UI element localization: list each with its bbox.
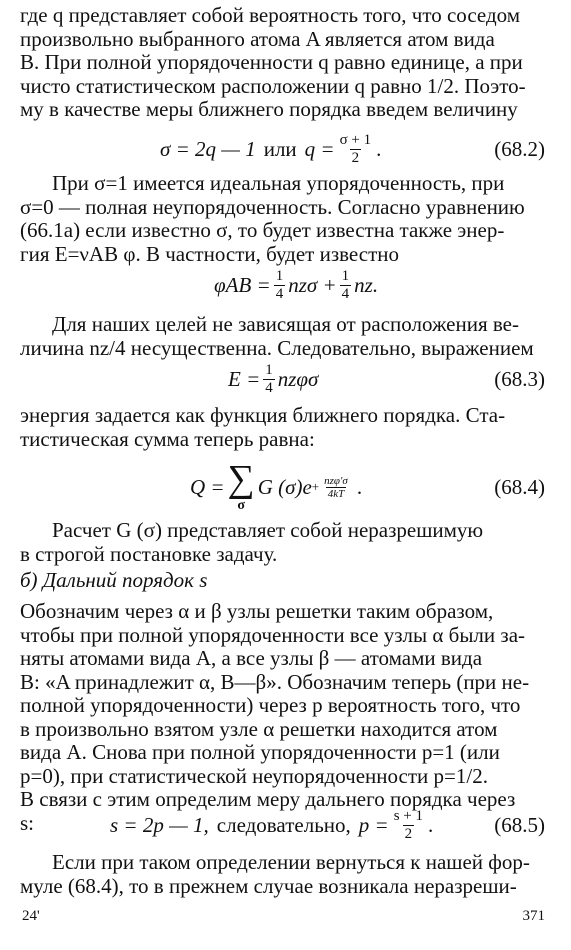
text-line: Для наших целей не зависящая от расположения ве- [52,312,519,336]
fraction-numerator: 1 [265,361,273,378]
text-line: где q представляет собой вероятность того, что соседом [20,3,521,27]
text-line: гия E=νAB φ. В частности, будет известно [20,241,400,266]
eq-lhs: φAB = [214,272,271,297]
fraction [338,132,374,167]
eq-dot: . [356,474,363,499]
fraction-numerator: 1 [275,267,284,284]
text-line: в строгой постановке задачу. [20,541,278,566]
fraction-denominator: 4 [265,379,273,396]
eq-p-equals: p = [358,812,389,837]
text-line: B: «A принадлежит α, B—β». Обозначим теперь (при не- [20,669,530,694]
text-line: вида A. Снова при полной упорядоченности p=1 (или [20,740,500,764]
eq-body: G (σ)e [257,474,312,499]
eq-hence: следовательно, [216,812,351,837]
fraction [392,808,425,843]
equation-number: (68.3) [494,366,545,391]
eq-or: или [263,136,297,161]
fraction-denominator: 4 [341,285,350,302]
exponent-plus: + [311,479,320,494]
equation-number: (68.4) [494,474,545,499]
text-line: тистическая сумма теперь равна: [20,426,315,451]
summation [228,460,255,514]
eq-rhs: nzφσ [277,366,319,391]
text-line: Расчет G (σ) представляет собой неразрешимую [52,518,484,542]
text-line: Если при таком определении вернуться к нашей фор- [52,850,530,874]
fraction-numerator: σ + 1 [339,131,372,148]
eq-lhs: s = 2p — 1, [110,812,209,837]
eq-dot: . [376,136,382,161]
sigma-symbol: ∑ [227,458,255,500]
paragraph-5 [20,519,546,566]
text-line: муле (68.4), то в прежнем случае возникала неразреши- [20,873,517,898]
text-line: му в качестве меры ближнего порядка введем величину [20,97,518,121]
text-line: полной упорядоченности) через p вероятность того, что [20,693,521,717]
paragraph-4 [20,404,546,451]
text-line: σ=0 — полная неупорядоченность. Согласно уравнению [20,194,525,219]
text-line: чисто статистическом расположении q равно 1/2. Поэто- [20,73,526,98]
summation-index: σ [237,498,245,513]
paragraph-7 [20,851,546,898]
section-heading: б) Дальний порядок s [20,568,208,592]
page-number: 371 [522,908,545,924]
eq-term: nz. [354,272,379,297]
paragraph-2 [20,172,546,266]
equation-68-5 [0,800,571,850]
equation-68-2 [0,124,571,174]
text-line: В связи с этим определим меру дальнего порядка через [20,787,516,811]
text-line: s: [20,810,35,835]
text-line: в произвольно взятом узле α решетки находится атом [20,716,498,741]
equation-68-4 [0,452,571,522]
text-line: (66.1a) если известно σ, то будет известна также энер- [20,218,505,242]
equation-number: (68.5) [494,812,545,837]
paragraph-3 [20,313,546,360]
eq-lhs: E = [228,366,261,391]
eq-q-equals: q = [304,136,335,161]
text-line: При σ=1 имеется идеальная упорядоченность, при [52,171,505,195]
fraction-numerator: s + 1 [393,807,423,824]
eq-dot: . [427,812,434,837]
fraction-numerator: 1 [341,267,350,284]
fraction [340,268,352,303]
fraction [322,475,350,500]
signature-mark: 24' [22,908,40,924]
fraction-denominator: 4 [275,285,284,302]
fraction-denominator: 2 [351,149,360,166]
fraction [263,362,275,397]
fraction [274,268,286,303]
eq-lhs: Q = [190,474,225,499]
equation-phi [0,260,571,310]
equation-68-3 [0,354,571,404]
text-line: p=0), при статистической неупорядоченности p=1/2. [20,763,488,788]
text-line: энергия задается как функция ближнего порядка. Ста- [20,403,506,427]
eq-lhs: σ = 2q — 1 [160,136,256,161]
text-line: B. При полной упорядоченности q равно единице, а при [20,50,523,74]
fraction-numerator: nzφ′σ [324,474,348,487]
equation-number: (68.2) [494,136,545,161]
exponent [312,475,353,500]
paragraph-1 [20,4,546,122]
text-line: чтобы при полной упорядоченности все узлы α были за- [20,622,526,647]
fraction-denominator: 4kT [327,487,345,500]
text-line: произвольно выбранного атома A является атом вида [20,26,495,51]
text-line: Обозначим через α и β узлы решетки таким образом, [20,599,494,623]
fraction-denominator: 2 [404,825,413,842]
text-line: личина nz/4 несущественна. Следовательно, выражением [20,335,534,360]
eq-term: nzσ + [288,272,337,297]
text-line: няты атомами вида A, а все узлы β — атомами вида [20,646,483,670]
